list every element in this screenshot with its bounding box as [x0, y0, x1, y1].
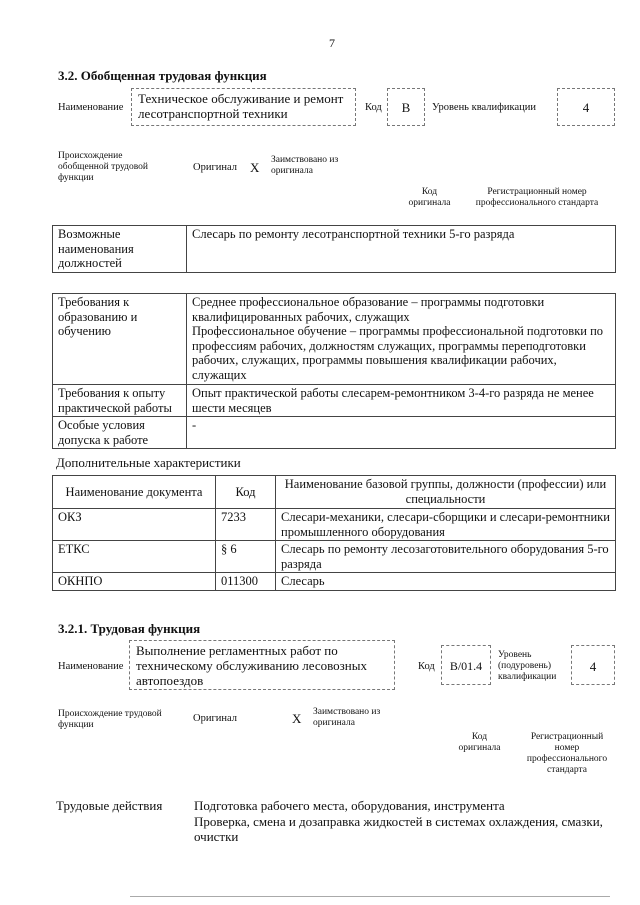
- additional-table: [52, 475, 616, 591]
- table-cell: ОКНПО: [53, 573, 216, 591]
- name-label: Наименование: [58, 102, 124, 113]
- positions-label: Возможные наименования должностей: [53, 226, 187, 273]
- requirement-label: Требования к образованию и обучению: [53, 294, 187, 385]
- reg-number-label: Регистрационный номер профессионального стандарта: [475, 187, 599, 208]
- original-label: Оригинал: [193, 162, 237, 173]
- table-row: [53, 573, 616, 591]
- code-label: Код: [365, 102, 382, 113]
- borrowed-label: Заимствовано из оригинала: [271, 155, 339, 176]
- sub-level-value: 4: [589, 659, 597, 674]
- name-value: Техническое обслуживание и ремонт лесотранспортной техники: [138, 91, 344, 121]
- requirement-label: Требования к опыту практической работы: [53, 385, 187, 417]
- table-cell: ЕТКС: [53, 541, 216, 573]
- sub-original-mark: X: [292, 711, 302, 726]
- original-mark: X: [250, 160, 260, 175]
- sub-name-value: Выполнение регламентных работ по техническому обслуживанию лесовозных автопоездов: [136, 643, 367, 688]
- column-header: Код: [216, 476, 276, 509]
- sub-code-label: Код: [418, 661, 435, 672]
- column-header: Наименование документа: [53, 476, 216, 509]
- requirement-row: [53, 294, 616, 385]
- table-cell: Слесарь: [276, 573, 616, 591]
- level-value: 4: [582, 100, 590, 115]
- sub-origin-label: Происхождение трудовой функции: [58, 709, 162, 730]
- table-cell: Слесари-механики, слесари-сборщики и слесари-ремонтники промышленного оборудования: [276, 509, 616, 541]
- page-number: 7: [329, 36, 335, 50]
- table-cell: 011300: [216, 573, 276, 591]
- table-cell: § 6: [216, 541, 276, 573]
- labor-actions-label: Трудовые действия: [56, 798, 163, 813]
- labor-action-item: Проверка, смена и дозаправка жидкостей в системах охлаждения, смазки, очистки: [194, 814, 603, 844]
- origin-label: Происхождение обобщенной трудовой функции: [58, 151, 148, 183]
- bottom-rule: [130, 896, 610, 897]
- additional-title: Дополнительные характеристики: [56, 455, 241, 470]
- labor-action-item: Подготовка рабочего места, оборудования, инструмента: [194, 798, 505, 813]
- code-value: В: [401, 100, 411, 115]
- section-title: 3.2. Обобщенная трудовая функция: [58, 68, 267, 83]
- sub-name-label: Наименование: [58, 661, 124, 672]
- sub-code-original-label: Код оригинала: [458, 732, 501, 753]
- positions-table: [52, 225, 616, 273]
- requirement-row: [53, 417, 616, 449]
- requirement-value: -: [187, 417, 616, 449]
- sub-code-value: В/01.4: [449, 659, 483, 673]
- table-row: [53, 541, 616, 573]
- column-header: Наименование базовой группы, должности (профессии) или специальности: [276, 476, 616, 509]
- sub-borrowed-label: Заимствовано из оригинала: [313, 707, 381, 728]
- sub-reg-number-label: Регистрационный номер профессионального стандарта: [526, 732, 608, 775]
- requirement-row: [53, 385, 616, 417]
- level-label: Уровень квалификации: [432, 102, 537, 113]
- table-cell: Слесарь по ремонту лесозаготовительного оборудования 5-го разряда: [276, 541, 616, 573]
- positions-value: Слесарь по ремонту лесотранспортной техники 5-го разряда: [187, 226, 616, 273]
- table-cell: 7233: [216, 509, 276, 541]
- requirement-value: Опыт практической работы слесарем-ремонтником 3-4-го разряда не менее шести месяцев: [187, 385, 616, 417]
- code-original-label: Код оригинала: [408, 187, 451, 208]
- table-row: [53, 509, 616, 541]
- table-header-row: [53, 476, 616, 509]
- subsection-title: 3.2.1. Трудовая функция: [58, 621, 201, 636]
- sub-original-label: Оригинал: [193, 713, 237, 724]
- requirement-value: Среднее профессиональное образование – программы подготовки квалифицированных рабочих, служащих Профессиональное обучение – программы профессиональной подготовки по профессиям рабочих, должностям служащих, программы переподготовки рабочих, служащих, программы повышения квалификации рабочих, служащих: [187, 294, 616, 385]
- table-cell: ОКЗ: [53, 509, 216, 541]
- sub-level-label: Уровень (подуровень) квалификации: [498, 650, 557, 682]
- requirement-label: Особые условия допуска к работе: [53, 417, 187, 449]
- requirements-table: [52, 293, 616, 449]
